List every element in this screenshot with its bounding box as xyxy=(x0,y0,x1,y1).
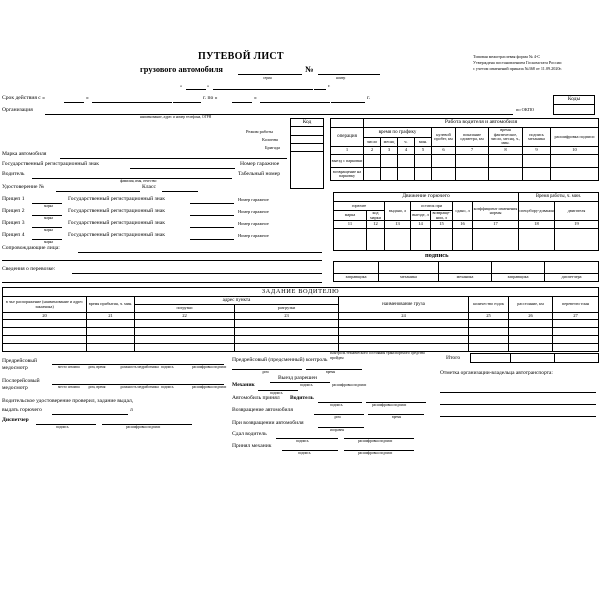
okpo-label: по ОКПО xyxy=(516,107,535,112)
cell[interactable] xyxy=(339,336,469,344)
col-num: 9 xyxy=(523,147,551,155)
cell[interactable] xyxy=(469,344,509,352)
cell[interactable] xyxy=(415,155,432,168)
car-brand-label: Марка автомобиля xyxy=(2,151,47,157)
fuel-table xyxy=(333,192,599,251)
signature-hint: подпись xyxy=(296,439,309,443)
cell[interactable] xyxy=(3,320,87,328)
trailer-label: Прицеп 3 xyxy=(2,220,25,226)
mech-decode-header: расшифровка подписи xyxy=(551,128,599,147)
cell[interactable] xyxy=(235,328,339,336)
cell[interactable] xyxy=(135,328,235,336)
tons-header: перевезти тонн xyxy=(553,297,599,313)
itogo-table xyxy=(470,353,599,363)
cell[interactable] xyxy=(87,336,135,344)
car-reg-label: Государственный регистрационный знак xyxy=(2,161,99,167)
cell[interactable] xyxy=(415,168,432,181)
cell[interactable] xyxy=(3,328,87,336)
signature-hint: подпись xyxy=(161,385,174,389)
cell[interactable] xyxy=(519,229,555,251)
tech-note: Контроль технического состояния транспортного средства пройден xyxy=(330,351,425,360)
codes-table xyxy=(553,95,595,115)
work-table xyxy=(330,118,599,181)
month-header: месяц xyxy=(381,138,398,147)
cell[interactable] xyxy=(398,168,415,181)
col-num: 23 xyxy=(235,313,339,320)
signature-hint: подпись xyxy=(161,365,174,369)
zero-run-header: нулевой пробег, км xyxy=(432,128,456,147)
date-hint: дата xyxy=(262,370,269,374)
cell[interactable] xyxy=(432,168,456,181)
signature-cell[interactable] xyxy=(545,262,599,274)
time-hint: время xyxy=(392,415,402,419)
work-time-header: Время работы, ч. мин. xyxy=(519,193,599,202)
code-header: Код xyxy=(291,119,324,127)
datetime-hint: дата, время xyxy=(88,385,106,389)
cell[interactable] xyxy=(135,320,235,328)
cell[interactable] xyxy=(235,344,339,352)
cell[interactable] xyxy=(553,336,599,344)
col-num: 24 xyxy=(339,313,469,320)
cell[interactable] xyxy=(135,344,235,352)
sig-label: заправщика xyxy=(334,274,379,282)
itogo-distance[interactable] xyxy=(511,354,555,363)
col-num: 26 xyxy=(509,313,553,320)
cell[interactable] xyxy=(523,168,551,181)
sig-label: механика xyxy=(439,274,492,282)
itogo-label: Итого xyxy=(446,355,461,361)
col-num: 11 xyxy=(334,221,367,229)
validity-quote: » xyxy=(86,95,89,101)
cell[interactable] xyxy=(456,155,489,168)
place-hint: место штампа xyxy=(58,385,80,389)
position-hint: должность медработника xyxy=(120,385,159,389)
col-num: 27 xyxy=(553,313,599,320)
mechanic-label: Механик xyxy=(232,382,255,388)
cell[interactable] xyxy=(411,229,431,251)
decode-hint: расшифровка подписи xyxy=(358,451,393,455)
trailer-reg: Государственный регистрационный знак xyxy=(68,220,165,226)
cell[interactable] xyxy=(432,155,456,168)
cell[interactable] xyxy=(489,155,523,168)
cell[interactable] xyxy=(87,328,135,336)
schedule-header: время по графику xyxy=(364,128,432,138)
col-num: 15 xyxy=(431,221,453,229)
col-num: 14 xyxy=(411,221,431,229)
cell[interactable] xyxy=(334,229,367,251)
engine-header: двигателя xyxy=(555,202,599,221)
decode-hint: расшифровка подписи xyxy=(192,385,227,389)
cell[interactable] xyxy=(489,168,523,181)
odometer-header: показание одометра, км xyxy=(456,128,489,147)
work-header-blank xyxy=(331,119,364,128)
validity-label: Срок действия с « xyxy=(2,95,45,101)
driver-hint: фамилия, имя, отчество xyxy=(120,179,157,183)
date-close-quote: » xyxy=(207,83,210,88)
col-num: 13 xyxy=(385,221,411,229)
trips-header: количество ездок xyxy=(469,297,509,313)
car-accepted-label: Автомобиль принял xyxy=(232,395,280,401)
cell[interactable] xyxy=(339,320,469,328)
signature-cell[interactable] xyxy=(379,262,439,274)
coef-header: коэффициент изменения нормы xyxy=(473,202,519,221)
col-num: 25 xyxy=(469,313,509,320)
signature-hint: подпись xyxy=(270,391,283,395)
row-return: возвращение на парковку xyxy=(331,168,364,181)
col-num: 7 xyxy=(456,147,489,155)
cell[interactable] xyxy=(235,320,339,328)
trailer-reg: Государственный регистрационный знак xyxy=(68,232,165,238)
unloading-header: разгрузки xyxy=(235,305,339,313)
trailer-hint: марка xyxy=(44,240,53,244)
place-hint: место штампа xyxy=(58,365,80,369)
cell[interactable] xyxy=(367,229,385,251)
accompanying-label: Сопровождающие лица: xyxy=(2,245,60,251)
cell[interactable] xyxy=(509,328,553,336)
special-header: спецобору-дования xyxy=(519,202,555,221)
loading-header: погрузки xyxy=(135,305,235,313)
cell[interactable] xyxy=(551,168,599,181)
sig-label: диспетчера xyxy=(545,274,599,282)
cell[interactable] xyxy=(509,320,553,328)
trailer-label: Прицеп 1 xyxy=(2,196,25,202)
itogo-tons[interactable] xyxy=(555,354,599,363)
validity-quote2: » xyxy=(254,95,257,101)
org-label: Организация xyxy=(2,107,33,113)
op-header: операция xyxy=(331,128,364,147)
license-check-label: Водительское удостоверение проверил, задание выдал, xyxy=(2,398,134,404)
hour-header: ч. xyxy=(398,138,415,147)
accepted-mechanic-label: Принял механик xyxy=(232,443,272,449)
date-year: г. xyxy=(328,83,331,88)
tabel-no-label: Табельный номер xyxy=(238,171,281,177)
cell[interactable] xyxy=(509,336,553,344)
signatures-table xyxy=(333,261,599,282)
cell[interactable] xyxy=(135,336,235,344)
driver-sig-label: Водитель xyxy=(290,395,314,401)
code-header: код марки xyxy=(367,211,385,221)
cell[interactable] xyxy=(473,229,519,251)
owner-mark-label: Отметка организации-владельца автотранспорта: xyxy=(440,370,553,376)
cell[interactable] xyxy=(469,320,509,328)
trailer-garage: Номер гаражное xyxy=(238,233,269,238)
trailer-hint: марка xyxy=(44,204,53,208)
cell[interactable] xyxy=(523,155,551,168)
arrival-header: время прибытия, ч. мин. xyxy=(87,297,135,313)
cell[interactable] xyxy=(87,320,135,328)
carrier-label: Сведения о перевозке: xyxy=(2,266,56,272)
col-num: 19 xyxy=(555,221,599,229)
col-num: 3 xyxy=(381,147,398,155)
form-subtitle: грузового автомобиля xyxy=(140,65,223,74)
cell[interactable] xyxy=(398,155,415,168)
handed-driver-label: Сдал водитель xyxy=(232,431,267,437)
return-header: возвраще-нии, л xyxy=(432,210,451,220)
decode-hint: расшифровка подписи xyxy=(126,425,161,429)
col-num: 12 xyxy=(367,221,385,229)
cell[interactable] xyxy=(364,155,381,168)
col-num: 5 xyxy=(415,147,432,155)
signature-hint: подпись xyxy=(300,383,313,387)
release-label: Выезд разрешен xyxy=(278,375,317,381)
position-hint: должность медработника xyxy=(120,365,159,369)
sig-label: заправщика xyxy=(492,274,545,282)
brigade-code-cell[interactable] xyxy=(291,144,324,152)
signature-cell[interactable] xyxy=(492,262,545,274)
driver-label: Водитель xyxy=(2,171,25,177)
number-sign: № xyxy=(305,65,314,74)
date-hint: дата xyxy=(334,415,341,419)
cell[interactable] xyxy=(381,168,398,181)
distance-header: расстояние, км xyxy=(509,297,553,313)
form-info-line: Утверждена постановлением Госкомстата России xyxy=(473,60,562,66)
col-num: 4 xyxy=(398,147,415,155)
class-label: Класс xyxy=(142,184,156,190)
trailer-hint: марка xyxy=(44,216,53,220)
cell[interactable] xyxy=(469,336,509,344)
damaged-hint: исправен xyxy=(330,428,345,432)
cell[interactable] xyxy=(87,344,135,352)
col-num: 20 xyxy=(3,313,87,320)
mode-label: Режим работы xyxy=(246,129,273,134)
surrendered-header: сдано, л xyxy=(453,202,473,221)
code-spare-cell[interactable] xyxy=(291,152,324,189)
cell[interactable] xyxy=(553,320,599,328)
cell[interactable] xyxy=(235,336,339,344)
points-header: адрес пункта xyxy=(135,297,339,305)
cell[interactable] xyxy=(339,328,469,336)
cell[interactable] xyxy=(509,344,553,352)
col-num: 8 xyxy=(489,147,523,155)
col-num: 17 xyxy=(473,221,519,229)
column-label: Колонна xyxy=(262,137,278,142)
form-title: ПУТЕВОЙ ЛИСТ xyxy=(198,51,284,62)
date-open-quote: « xyxy=(180,83,183,88)
org-field[interactable] xyxy=(45,114,513,115)
remaining-header: остаток при xyxy=(411,202,453,211)
exit-header: выезде, л xyxy=(411,211,431,221)
decode-hint: расшифровка подписи xyxy=(332,383,367,387)
col-num: 21 xyxy=(87,313,135,320)
row-exit: выезд с парковки xyxy=(331,155,364,168)
series-hint: серия xyxy=(263,76,272,80)
med-post-label: Послерейсовый медосмотр xyxy=(2,378,40,391)
license-label: Удостоверение № xyxy=(2,184,45,190)
col-num: 22 xyxy=(135,313,235,320)
task-title: ЗАДАНИЕ ВОДИТЕЛЮ xyxy=(3,288,599,297)
cell[interactable] xyxy=(381,155,398,168)
cell[interactable] xyxy=(431,229,453,251)
cell[interactable] xyxy=(3,336,87,344)
actual-time-header: время фактическое, число, месяц, ч., мин. xyxy=(489,128,523,147)
trailer-garage: Номер гаражное xyxy=(238,221,269,226)
day-header: число xyxy=(364,138,381,147)
med-pre-label: Предрейсовый медосмотр xyxy=(2,358,38,371)
okpo-cell[interactable] xyxy=(554,105,595,115)
cell[interactable] xyxy=(385,229,411,251)
fuel-unit: л xyxy=(130,407,133,413)
tech-control-label: Предрейсовый (предсменный) контроль xyxy=(232,357,328,363)
cell[interactable] xyxy=(456,168,489,181)
mode-code-table xyxy=(290,118,324,189)
itogo-trips[interactable] xyxy=(471,354,511,363)
trailer-reg: Государственный регистрационный знак xyxy=(68,196,165,202)
garage-no-label: Номер гаражное xyxy=(240,161,280,167)
cell[interactable] xyxy=(469,328,509,336)
sig-label: механика xyxy=(379,274,439,282)
col-num: 10 xyxy=(551,147,599,155)
customer-header: в чье распоряжение (наименование и адрес заказчика) xyxy=(3,297,87,313)
brigade-label: Бригада xyxy=(265,145,280,150)
cell[interactable] xyxy=(3,344,87,352)
trailer-reg: Государственный регистрационный знак xyxy=(68,208,165,214)
brand-header: марка xyxy=(334,211,367,221)
signature-hint: подпись xyxy=(56,425,69,429)
form-info-line: Типовая межотраслевая форма № 4-С xyxy=(473,54,541,59)
col-num: 18 xyxy=(519,221,555,229)
trailer-garage: Номер гаражное xyxy=(238,209,269,214)
trailer-hint: марка xyxy=(44,228,53,232)
signature-cell[interactable] xyxy=(334,262,379,274)
form-info-line: с учетом изменений приказа №368 от 11.09.2020г. xyxy=(473,66,562,72)
decode-hint: расшифровка подписи xyxy=(192,365,227,369)
trailer-label: Прицеп 4 xyxy=(2,232,25,238)
cell[interactable] xyxy=(555,229,599,251)
validity-year: г. xyxy=(367,95,371,101)
org-hint: наименование, адрес и номер телефона, ОГРН xyxy=(140,115,212,119)
fuel-title: Движение горючего xyxy=(334,193,519,202)
signature-cell[interactable] xyxy=(439,262,492,274)
column-code-cell[interactable] xyxy=(291,136,324,144)
signature-hint: подпись xyxy=(330,403,343,407)
work-title: Работа водителя и автомобиля xyxy=(364,119,599,128)
time-hint: время xyxy=(326,370,336,374)
validity-to: г. по « xyxy=(203,95,218,101)
cell[interactable] xyxy=(553,328,599,336)
task-table xyxy=(2,287,599,352)
dispatcher-label: Диспетчер xyxy=(2,417,29,423)
signatures-title: подпись xyxy=(425,252,449,259)
cell[interactable] xyxy=(551,155,599,168)
form-info xyxy=(473,54,562,72)
col-num: 2 xyxy=(364,147,381,155)
fuel-header: горючее xyxy=(334,202,385,211)
issued-header: выдано, л xyxy=(385,202,411,221)
decode-hint: расшифровка подписи xyxy=(358,439,393,443)
cell[interactable] xyxy=(553,344,599,352)
signature-hint: подпись xyxy=(298,451,311,455)
mech-sig-header: подпись механика xyxy=(523,128,551,147)
mode-code-cell[interactable] xyxy=(291,127,324,136)
col-num: 6 xyxy=(432,147,456,155)
col-num: 1 xyxy=(331,147,364,155)
cell[interactable] xyxy=(453,229,473,251)
cell[interactable] xyxy=(364,168,381,181)
fuel-issue-label: выдать горючего xyxy=(2,407,42,413)
car-returned-label: Возвращение автомобиля xyxy=(232,407,293,413)
decode-hint: расшифровка подписи xyxy=(372,403,407,407)
datetime-hint: дата, время xyxy=(88,365,106,369)
col-num: 16 xyxy=(453,221,473,229)
trailer-garage: Номер гаражное xyxy=(238,197,269,202)
cargo-header: наименование груза xyxy=(339,297,469,313)
trailer-label: Прицеп 2 xyxy=(2,208,25,214)
number-hint: номер xyxy=(336,76,346,80)
min-header: мин. xyxy=(415,138,432,147)
codes-header: Коды xyxy=(554,96,595,105)
on-return-label: При возвращении автомобиля xyxy=(232,420,304,426)
